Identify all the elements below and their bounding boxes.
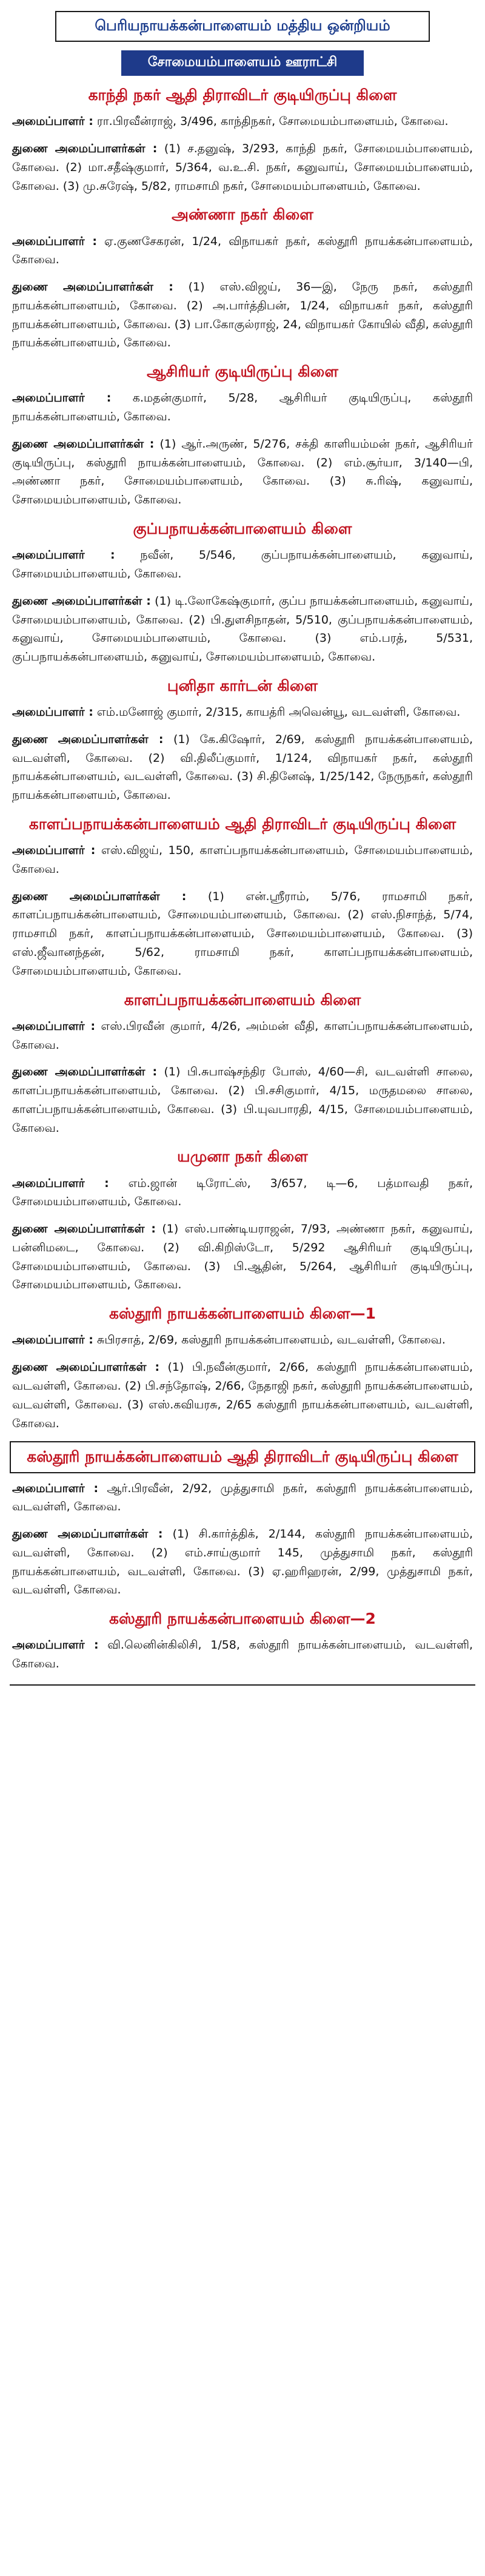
organizer-paragraph <box>10 232 475 270</box>
branch-title: கஸ்தூரி நாயக்கன்பாளையம் ஆதி திராவிடர் குடியிருப்பு கிளை <box>10 1441 475 1473</box>
branch-section <box>10 361 475 509</box>
assistant-organizers-paragraph <box>10 592 475 667</box>
assistant-organizers-paragraph <box>10 1525 475 1599</box>
branch-title: காளப்பநாயக்கன்பாளையம் ஆதி திராவிடர் குடியிருப்பு கிளை <box>10 813 475 835</box>
organizer-text: வி.லெனின்கிலிசி, 1/58, கஸ்தூரி நாயக்கன்பாளையம், வடவள்ளி, கோவை. <box>12 1638 473 1671</box>
organizer-paragraph <box>10 1174 475 1212</box>
bottom-divider <box>10 1684 475 1686</box>
assistant-organizers-paragraph <box>10 1063 475 1137</box>
branch-section <box>10 1146 475 1294</box>
branch-title: குப்பநாயக்கன்பாளையம் கிளை <box>10 518 475 540</box>
branch-section <box>10 518 475 667</box>
branch-title: காந்தி நகர் ஆதி திராவிடர் குடியிருப்பு கிளை <box>10 84 475 106</box>
branch-title: யமுனா நகர் கிளை <box>10 1146 475 1168</box>
assistant-organizers-text: (1) என்.ஸ்ரீராம், 5/76, ராமசாமி நகர், காளப்பநாயக்கன்பாளையம், சோமையம்பாளையம், கோவை. (2) எஸ்.நிசாந்த், 5/74, ராமசாமி நகர், காளப்பநாயக்கன்பாளையம், சோமையம்பாளையம், கோவை. (3) எஸ்.ஜீவானந்தன், 5/62, ராமசாமி நகர், காளப்பநாயக்கன்பாளையம், சோமையம்பாளையம், கோவை. <box>12 889 473 978</box>
organizer-label: அமைப்பாளர் : <box>12 844 96 858</box>
assistant-organizers-label: துணை அமைப்பாளர்கள் : <box>12 280 173 294</box>
branch-section <box>10 84 475 195</box>
organizer-text: சுபிரசாத், 2/69, கஸ்தூரி நாயக்கன்பாளையம், வடவள்ளி, கோவை. <box>96 1333 446 1347</box>
organizer-label: அமைப்பாளர் : <box>12 548 115 562</box>
assistant-organizers-label: துணை அமைப்பாளர்கள் : <box>12 1527 163 1541</box>
organizer-text: ஆர்.பிரவீன், 2/92, முத்துசாமி நகர், கஸ்தூரி நாயக்கன்பாளையம், வடவள்ளி, கோவை. <box>12 1481 473 1514</box>
assistant-organizers-text: (1) ச.தனுஷ், 3/293, காந்தி நகர், சோமையம்பாளையம், கோவை. (2) மா.சதீஷ்குமார், 5/364, வ.உ.சி. நகர், கனுவாய், சோமையம்பாளையம், கோவை. (3) மு.சுரேஷ், 5/82, ராமசாமி நகர், சோமையம்பாளையம், கோவை. <box>12 142 473 193</box>
assistant-organizers-text: (1) எஸ்.விஜய், 36—இ, நேரு நகர், கஸ்தூரி நாயக்கன்பாளையம், கோவை. (2) அ.பார்த்திபன், 1/24, விநாயகர் நகர், கஸ்தூரி நாயக்கன்பாளையம், கோவை. (3) பா.கோகுல்ராஜ், 24, விநாயகர் கோயில் வீதி, கஸ்தூரி நாயக்கன்பாளையம், கோவை. <box>12 280 473 350</box>
panchayat-title-banner: சோமையம்பாளையம் ஊராட்சி <box>121 50 364 76</box>
branch-section <box>10 1608 475 1673</box>
branch-title: அண்ணா நகர் கிளை <box>10 204 475 226</box>
branch-section <box>10 675 475 805</box>
assistant-organizers-text: (1) சி.கார்த்திக், 2/144, கஸ்தூரி நாயக்கன்பாளையம், வடவள்ளி, கோவை. (2) எம்.சாய்குமார் 145, முத்துசாமி நகர், கஸ்தூரி நாயக்கன்பாளையம், வடவள்ளி, கோவை. (3) ஏ.ஹரிஹரன், 2/99, முத்துசாமி நகர், வடவள்ளி, கோவை. <box>12 1527 473 1597</box>
branch-title: காளப்பநாயக்கன்பாளையம் கிளை <box>10 989 475 1011</box>
organizer-text: ஏ.குணசேகரன், 1/24, விநாயகர் நகர், கஸ்தூரி நாயக்கன்பாளையம், கோவை. <box>12 234 473 267</box>
assistant-organizers-label: துணை அமைப்பாளர்கள் : <box>12 437 155 451</box>
assistant-organizers-text: (1) கே.கிஷோர், 2/69, கஸ்தூரி நாயக்கன்பாளையம், வடவள்ளி, கோவை. (2) வி.திலீப்குமார், 1/124, விநாயகர் நகர், கஸ்தூரி நாயக்கன்பாளையம், வடவள்ளி, கோவை. (3) சி.தினேஷ், 1/25/142, நேருநகர், கஸ்தூரி நாயக்கன்பாளையம், கோவை. <box>12 732 473 802</box>
organizer-text: எம்.ஜான் டிரோட்ஸ், 3/657, டி—6, பத்மாவதி நகர், சோமையம்பாளையம், கோவை. <box>12 1176 473 1209</box>
organizer-paragraph <box>10 1479 475 1517</box>
organizer-paragraph <box>10 546 475 583</box>
branch-section <box>10 989 475 1138</box>
assistant-organizers-text: (1) பி.சுபாஷ்சந்திர போஸ், 4/60—சி, வடவள்ளி சாலை, காளப்பநாயக்கன்பாளையம், கோவை. (2) பி.சசிகுமார், 4/15, மருதமலை சாலை, காளப்பநாயக்கன்பாளையம், கோவை. (3) பி.யுவபாரதி, 4/15, சோமையம்பாளையம், கோவை. <box>12 1065 473 1135</box>
union-title-banner: பெரியநாயக்கன்பாளையம் மத்திய ஒன்றியம் <box>55 11 430 42</box>
organizer-paragraph <box>10 703 475 722</box>
organizer-label: அமைப்பாளர் : <box>12 705 93 719</box>
organizer-text: நவீன், 5/546, குப்பநாயக்கன்பாளையம், கனுவாய், சோமையம்பாளையம், கோவை. <box>12 548 473 581</box>
branch-title: ஆசிரியர் குடியிருப்பு கிளை <box>10 361 475 383</box>
branch-section <box>10 1303 475 1433</box>
assistant-organizers-paragraph <box>10 1358 475 1433</box>
assistant-organizers-paragraph <box>10 887 475 981</box>
branch-section <box>10 813 475 981</box>
assistant-organizers-label: துணை அமைப்பாளர்கள் : <box>12 889 187 903</box>
organizer-text: எஸ்.பிரவீன் குமார், 4/26, அம்மன் வீதி, காளப்பநாயக்கன்பாளையம், கோவை. <box>12 1019 473 1052</box>
assistant-organizers-text: (1) டி.லோகேஷ்குமார், குப்ப நாயக்கன்பாளையம், கனுவாய், சோமையம்பாளையம், கோவை. (2) பி.துளசிநாதன், 5/510, குப்பநாயக்கன்பாளையம், கனுவாய், சோமையம்பாளையம், கோவை. (3) எம்.பரத், 5/531, குப்பநாயக்கன்பாளையம், கனுவாய், சோமையம்பாளையம், கோவை. <box>12 594 473 664</box>
assistant-organizers-label: துணை அமைப்பாளர்கள் : <box>12 1222 156 1236</box>
assistant-organizers-paragraph <box>10 1220 475 1294</box>
organizer-paragraph <box>10 841 475 879</box>
assistant-organizers-text: (1) ஆர்.அருண், 5/276, சக்தி காளியம்மன் நகர், ஆசிரியர் குடியிருப்பு, கஸ்தூரி நாயக்கன்பாளையம், கோவை. (2) எம்.சூர்யா, 3/140—பி, அண்ணா நகர், சோமையம்பாளையம், கோவை. (3) சு.ரிஷ், கனுவாய், சோமையம்பாளையம், கோவை. <box>12 437 473 507</box>
organizer-paragraph <box>10 112 475 131</box>
branch-section <box>10 1441 475 1599</box>
organizer-paragraph <box>10 1636 475 1673</box>
assistant-organizers-paragraph <box>10 140 475 195</box>
assistant-organizers-label: துணை அமைப்பாளர்கள் : <box>12 1360 160 1374</box>
assistant-organizers-label: துணை அமைப்பாளர்கள் : <box>12 142 158 156</box>
assistant-organizers-paragraph <box>10 730 475 805</box>
organizer-text: எஸ்.விஜய், 150, காளப்பநாயக்கன்பாளையம், சோமையம்பாளையம், கோவை. <box>12 844 473 876</box>
organizer-label: அமைப்பாளர் : <box>12 115 93 129</box>
organizer-text: க.மதன்குமார், 5/28, ஆசிரியர் குடியிருப்பு, கஸ்தூரி நாயக்கன்பாளையம், கோவை. <box>12 391 473 424</box>
assistant-organizers-label: துணை அமைப்பாளர்கள் : <box>12 732 164 746</box>
organizer-text: ரா.பிரவீன்ராஜ், 3/496, காந்திநகர், சோமையம்பாளையம், கோவை. <box>96 115 449 129</box>
assistant-organizers-text: (1) பி.நவீன்குமார், 2/66, கஸ்தூரி நாயக்கன்பாளையம், வடவள்ளி, கோவை. (2) பி.சந்தோஷ், 2/66, நேதாஜி நகர், கஸ்தூரி நாயக்கன்பாளையம், வடவள்ளி, கோவை. (3) எஸ்.கவியரசு, 2/65 கஸ்தூரி நாயக்கன்பாளையம், வடவள்ளி, கோவை. <box>12 1360 473 1430</box>
organizer-label: அமைப்பாளர் : <box>12 1333 93 1347</box>
organizer-label: அமைப்பாளர் : <box>12 1176 109 1190</box>
branch-title: புனிதா கார்டன் கிளை <box>10 675 475 697</box>
assistant-organizers-label: துணை அமைப்பாளர்கள் : <box>12 594 151 608</box>
assistant-organizers-paragraph <box>10 278 475 352</box>
organizer-paragraph <box>10 1017 475 1055</box>
organizer-label: அமைப்பாளர் : <box>12 391 112 405</box>
branch-title: கஸ்தூரி நாயக்கன்பாளையம் கிளை—1 <box>10 1303 475 1325</box>
assistant-organizers-text: (1) எஸ்.பாண்டியராஜன், 7/93, அண்ணா நகர், கனுவாய், பன்னிமடை, கோவை. (2) வி.கிறிஸ்டோ, 5/292 ஆசிரியர் குடியிருப்பு, சோமையம்பாளையம், கோவை. (3) பி.ஆதின், 5/264, ஆசிரியர் குடியிருப்பு, சோமையம்பாளையம், கோவை. <box>12 1222 473 1292</box>
branch-section <box>10 204 475 352</box>
organizer-label: அமைப்பாளர் : <box>12 234 97 248</box>
organizer-label: அமைப்பாளர் : <box>12 1481 99 1495</box>
organizer-paragraph <box>10 1331 475 1350</box>
organizer-text: எம்.மனோஜ் குமார், 2/315, காயத்ரி அவென்யூ, வடவள்ளி, கோவை. <box>96 705 461 719</box>
branch-title: கஸ்தூரி நாயக்கன்பாளையம் கிளை—2 <box>10 1608 475 1630</box>
assistant-organizers-label: துணை அமைப்பாளர்கள் : <box>12 1065 158 1079</box>
organizer-label: அமைப்பாளர் : <box>12 1638 99 1652</box>
organizer-label: அமைப்பாளர் : <box>12 1019 96 1033</box>
assistant-organizers-paragraph <box>10 435 475 509</box>
organizer-paragraph <box>10 389 475 426</box>
